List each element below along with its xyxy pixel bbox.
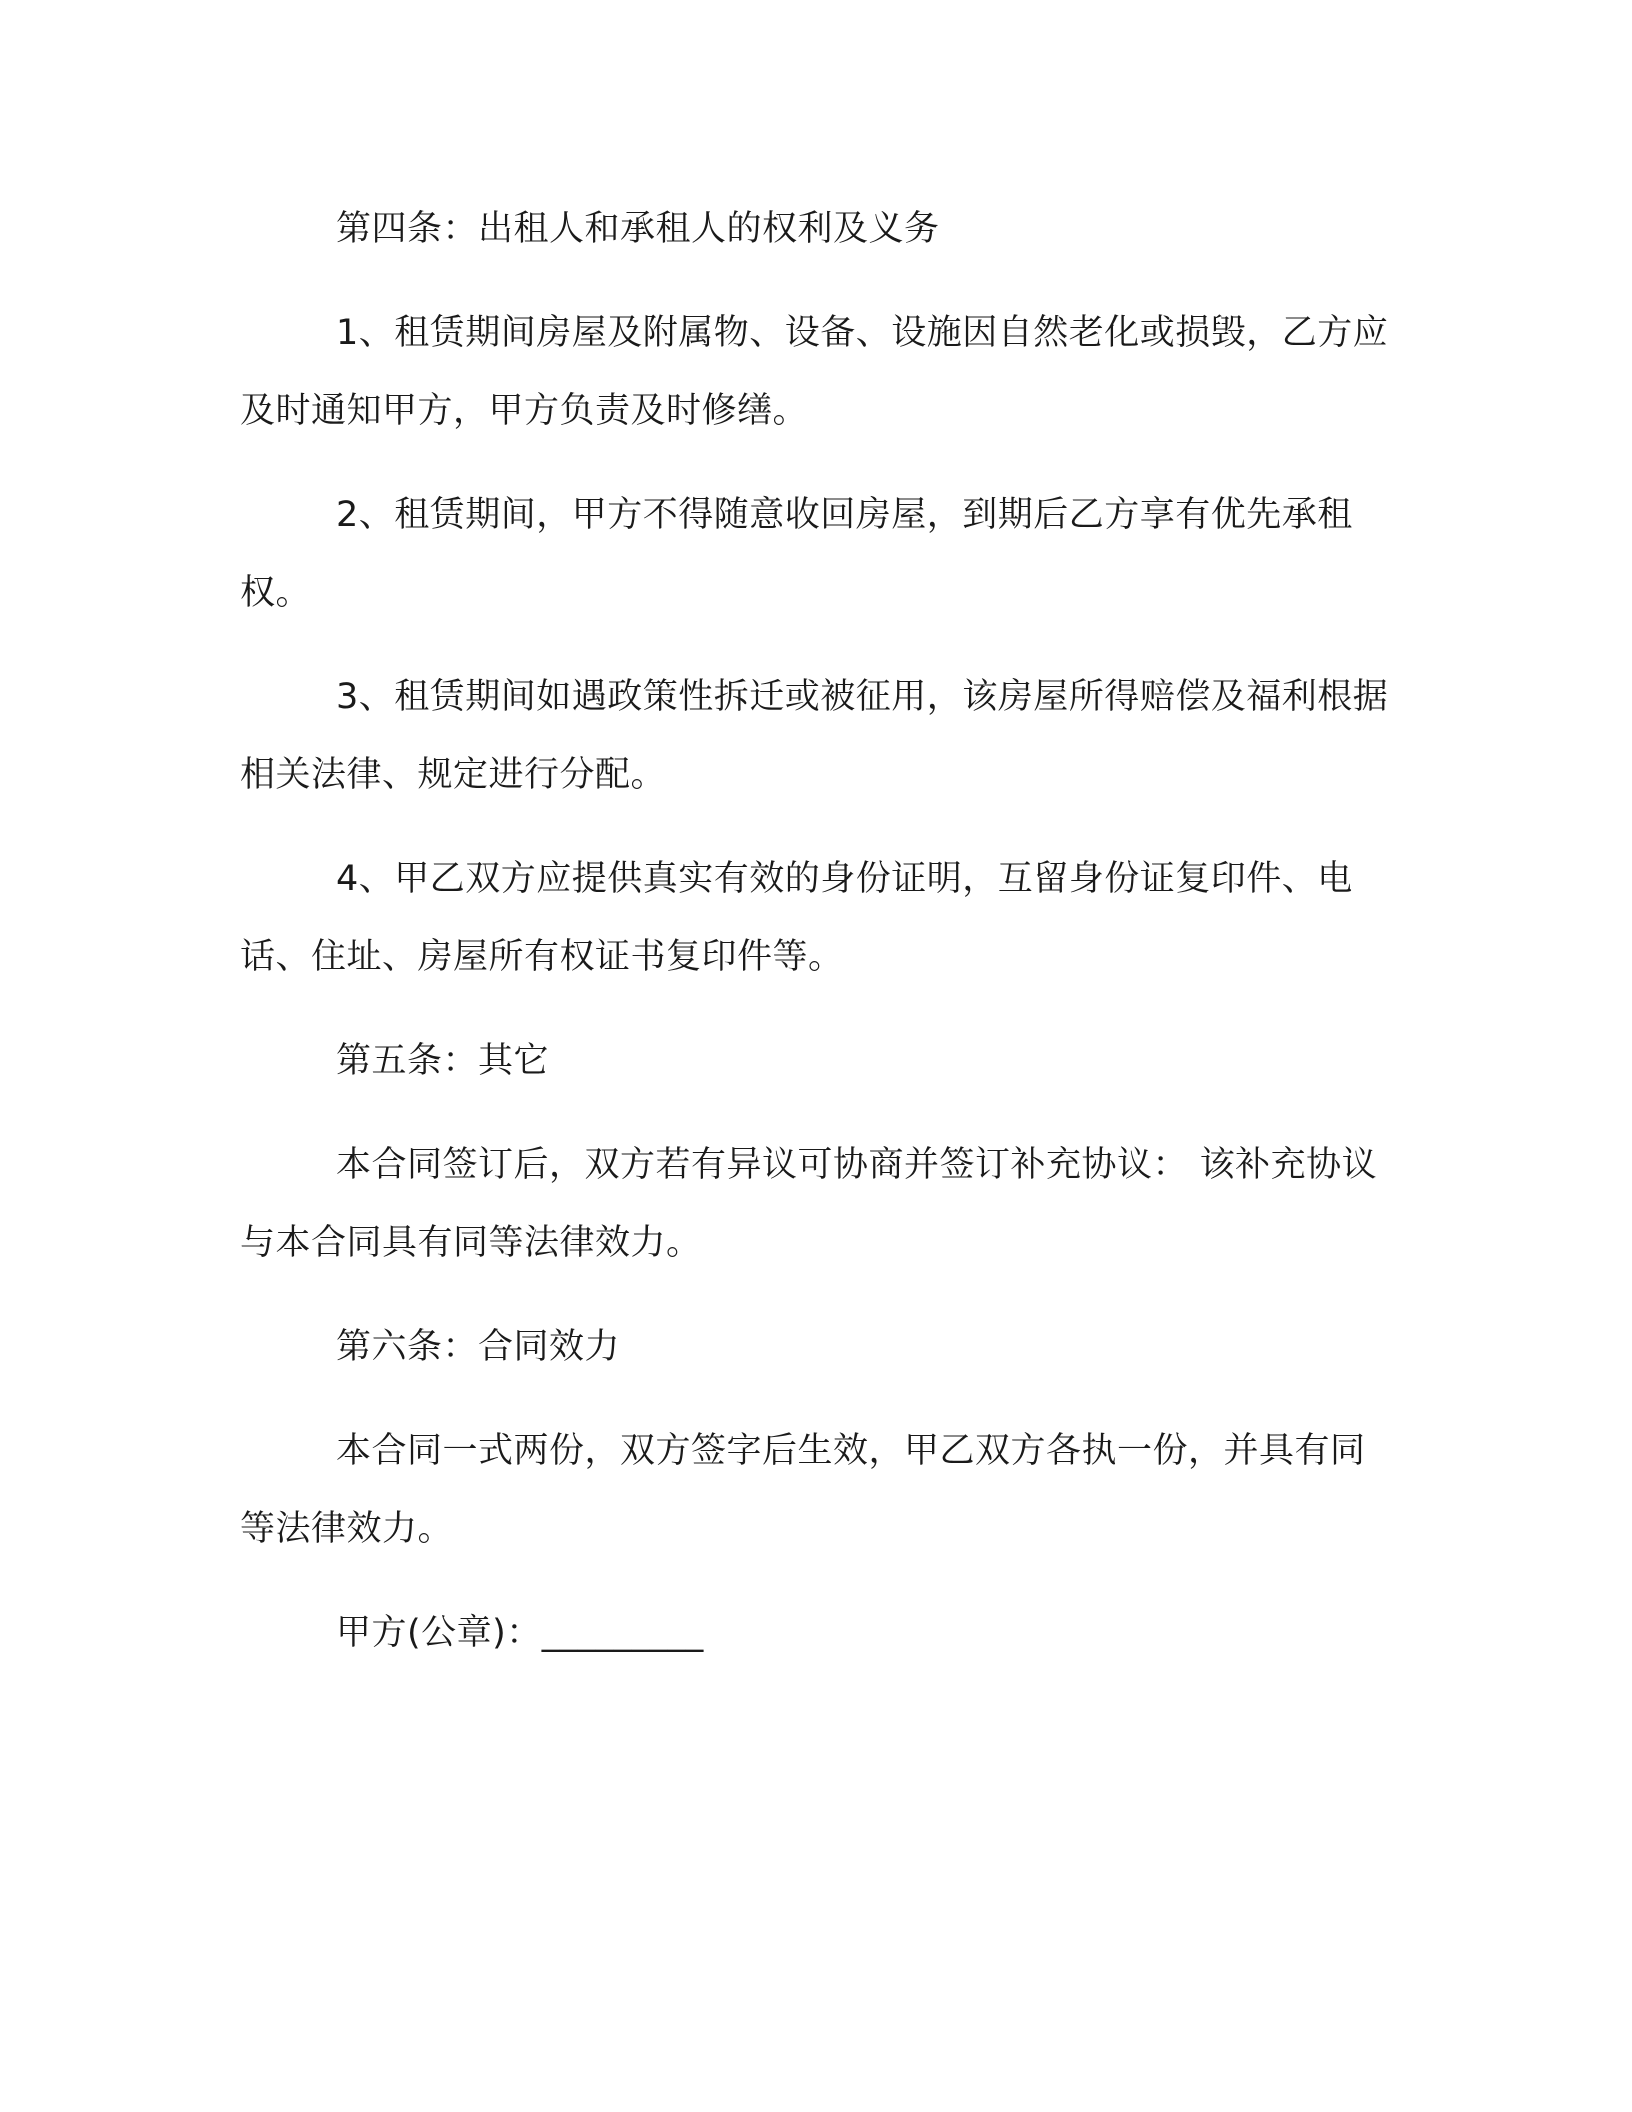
clause-4-3: 3、租赁期间如遇政策性拆迁或被征用，该房屋所得赔偿及福利根据相关法律、规定进行分配。 (240, 677, 1389, 795)
article-4-heading: 第四条：出租人和承租人的权利及义务 (336, 209, 940, 249)
clause-4-1: 1、租赁期间房屋及附属物、设备、设施因自然老化或损毁，乙方应及时通知甲方，甲方负责及时修缮。 (240, 313, 1389, 431)
article-6-text: 本合同一式两份，双方签字后生效，甲乙双方各执一份，并具有同等法律效力。 (240, 1431, 1366, 1549)
document-body (240, 190, 1400, 1698)
party-a-signature-line: 甲方(公章)：_________ (336, 1613, 704, 1653)
clause-4-2: 2、租赁期间，甲方不得随意收回房屋，到期后乙方享有优先承租权。 (240, 495, 1353, 613)
article-5-heading: 第五条：其它 (336, 1041, 550, 1081)
article-6-heading: 第六条：合同效力 (336, 1327, 621, 1367)
article-5-text: 本合同签订后，双方若有异议可协商并签订补充协议： 该补充协议与本合同具有同等法律效力。 (240, 1145, 1378, 1263)
clause-4-4: 4、甲乙双方应提供真实有效的身份证明，互留身份证复印件、电话、住址、房屋所有权证书复印件等。 (240, 859, 1353, 977)
